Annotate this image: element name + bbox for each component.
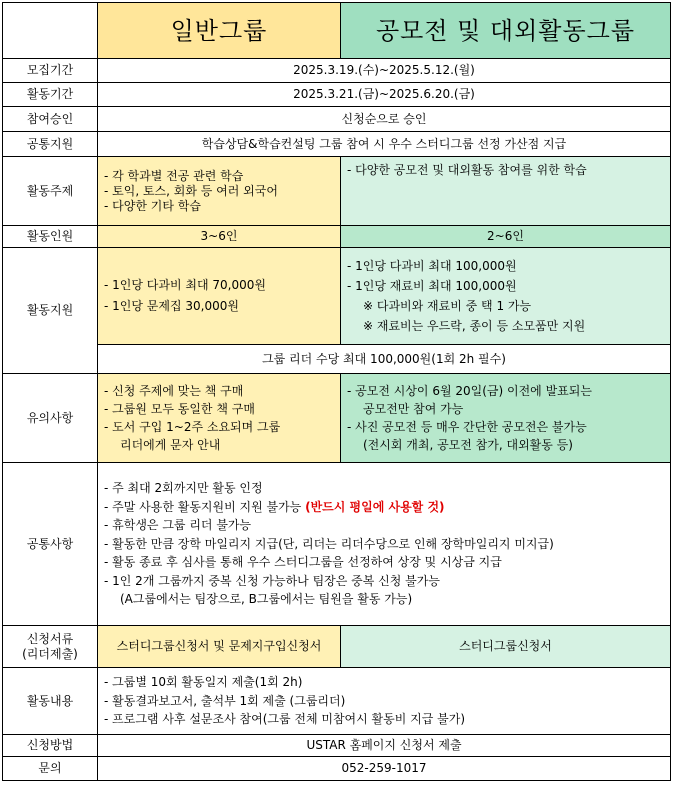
notes-general-item: 리더에게 문자 안내: [120, 438, 221, 452]
notes-contest: [341, 374, 671, 463]
period-row: [3, 83, 671, 107]
support-contest-note: ※ 재료비는 우드락, 종이 등 소모품만 지원: [363, 318, 586, 333]
docs-row: [3, 626, 671, 668]
method-label: 신청방법: [3, 735, 98, 757]
common-item: - 휴학생은 그룹 리더 불가능: [104, 518, 252, 533]
content-label: 활동내용: [3, 668, 98, 735]
method-row: [3, 735, 671, 757]
common-support-label: 공통지원: [3, 132, 98, 157]
notes-contest-item: 공모전만 참여 가능: [363, 402, 464, 416]
members-row: [3, 226, 671, 248]
content-item: - 활동결과보고서, 출석부 1회 제출 (그룹리더): [104, 693, 346, 708]
topic-contest: [341, 157, 671, 226]
common-item-text: - 주말 사용한 활동지원비 지원 불가능: [104, 499, 306, 514]
notes-contest-item: - 사진 공모전 등 매우 간단한 공모전은 불가능: [347, 420, 587, 434]
method-value: USTAR 홈페이지 신청서 제출: [98, 735, 671, 757]
members-general: 3~6인: [98, 226, 341, 248]
content-item: - 그룹별 10회 활동일지 제출(1회 2h): [104, 675, 303, 690]
common-content: [98, 463, 671, 626]
notes-general-item: - 신청 주제에 맞는 책 구매: [104, 384, 244, 398]
study-group-table: [2, 2, 671, 781]
content-item: - 프로그램 사후 설문조사 참여(그룹 전체 미참여시 활동비 지급 불가): [104, 712, 466, 727]
support-contest-item: - 1인당 재료비 최대 100,000원: [347, 278, 517, 293]
notes-label: 유의사항: [3, 374, 98, 463]
topic-general: [98, 157, 341, 226]
topic-general-item: - 다양한 기타 학습: [104, 198, 201, 213]
contact-label: 문의: [3, 757, 98, 781]
support-contest-item: - 1인당 다과비 최대 100,000원: [347, 258, 517, 273]
common-support-value: 학습상담&학습컨설팅 그룹 참여 시 우수 스터디그룹 선정 가산점 지급: [98, 132, 671, 157]
leader-row: [3, 345, 671, 374]
content-items: [98, 668, 671, 735]
support-row: [3, 248, 671, 345]
contact-value: 052-259-1017: [98, 757, 671, 781]
leader-allowance: 그룹 리더 수당 최대 100,000원(1회 2h 필수): [98, 345, 671, 374]
support-general: [98, 248, 341, 345]
header-empty-cell: [3, 3, 98, 59]
common-row: [3, 463, 671, 626]
general-group-header: 일반그룹: [98, 3, 341, 59]
docs-label-line: (리더제출): [22, 646, 78, 661]
support-contest-note: ※ 다과비와 재료비 중 택 1 가능: [363, 298, 532, 313]
topic-general-item: - 토익, 토스, 회화 등 여러 외국어: [104, 183, 278, 198]
approval-label: 참여승인: [3, 107, 98, 132]
docs-general: 스터디그룹신청서 및 문제지구입신청서: [98, 626, 341, 668]
common-item: - 주 최대 2회까지만 활동 인정: [104, 480, 263, 495]
topic-row: [3, 157, 671, 226]
notes-contest-item: - 공모전 시상이 6월 20일(금) 이전에 발표되는: [347, 384, 592, 398]
topic-label: 활동주제: [3, 157, 98, 226]
common-item: (A그룹에서는 팀장으로, B그룹에서는 팀원을 활동 가능): [120, 592, 413, 607]
recruit-label: 모집기간: [3, 59, 98, 83]
approval-value: 신청순으로 승인: [98, 107, 671, 132]
notes-row: [3, 374, 671, 463]
notes-general: [98, 374, 341, 463]
period-label: 활동기간: [3, 83, 98, 107]
docs-label: [3, 626, 98, 668]
notes-general-item: - 그룹원 모두 동일한 책 구매: [104, 402, 255, 416]
members-contest: 2~6인: [341, 226, 671, 248]
topic-general-item: - 각 학과별 전공 관련 학습: [104, 168, 244, 183]
support-contest: [341, 248, 671, 345]
support-general-item: - 1인당 다과비 최대 70,000원: [104, 278, 266, 292]
header-row: [3, 3, 671, 59]
contest-group-header: 공모전 및 대외활동그룹: [341, 3, 671, 59]
common-label: 공통사항: [3, 463, 98, 626]
docs-contest: 스터디그룹신청서: [341, 626, 671, 668]
notes-general-item: - 도서 구입 1~2주 소요되며 그룹: [104, 420, 281, 434]
members-label: 활동인원: [3, 226, 98, 248]
approval-row: [3, 107, 671, 132]
support-general-item: - 1인당 문제집 30,000원: [104, 299, 239, 313]
topic-contest-item: - 다양한 공모전 및 대외활동 참여를 위한 학습: [347, 163, 587, 177]
common-item: - 활동 종료 후 심사를 통해 우수 스터디그룹을 선정하여 상장 및 시상금 지급: [104, 555, 502, 570]
common-item: - 활동한 만큼 장학 마일리지 지급(단, 리더는 리더수당으로 인해 장학마일리지 미지급): [104, 536, 554, 551]
contact-row: [3, 757, 671, 781]
weekday-warning: (반드시 평일에 사용할 것): [305, 499, 445, 514]
common-item: - 1인 2개 그룹까지 중복 신청 가능하나 팀장은 중복 신청 불가능: [104, 573, 440, 588]
content-row: [3, 668, 671, 735]
docs-label-line: 신청서류: [26, 631, 74, 646]
recruit-value: 2025.3.19.(수)~2025.5.12.(월): [98, 59, 671, 83]
recruit-row: [3, 59, 671, 83]
period-value: 2025.3.21.(금)~2025.6.20.(금): [98, 83, 671, 107]
support-label: 활동지원: [3, 248, 98, 374]
common-item: [104, 498, 664, 517]
notes-contest-item: (전시회 개최, 공모전 참가, 대외활동 등): [363, 438, 573, 452]
common-support-row: [3, 132, 671, 157]
